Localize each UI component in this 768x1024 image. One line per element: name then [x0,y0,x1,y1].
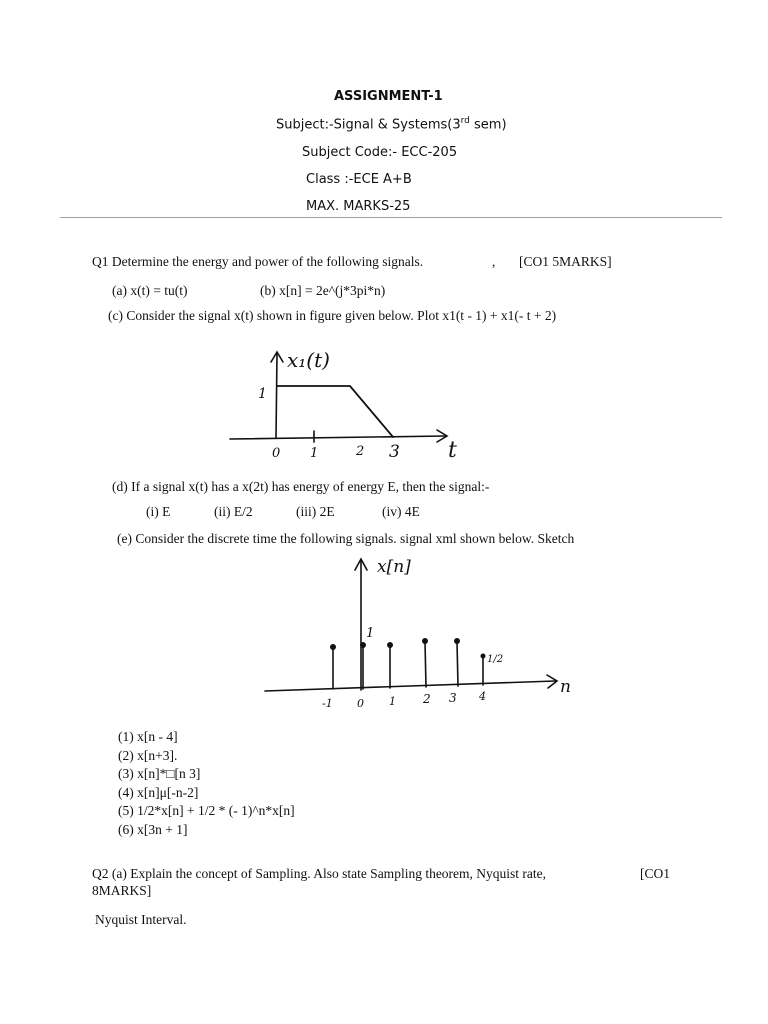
fig2-stem-2 [425,642,426,687]
fig2-dot-1 [387,642,393,648]
q1-e-item-3: (3) x[n]*□[n 3] [118,766,201,781]
fig2-dot-4 [481,654,486,659]
q1-e-item-2: (2) x[n+3]. [118,747,178,763]
fig2-x-axis [265,681,555,691]
fig2-x-tick-0: 0 [357,697,364,710]
fig2-x-tick-2: 2 [423,692,431,706]
fig2-stem-label-half: 1/2 [487,654,504,665]
q2-line1: Q2 (a) Explain the concept of Sampling. Also state Sampling theorem, Nyquist rate, [92,866,547,881]
assignment-title: ASSIGNMENT-1 [334,89,443,104]
q1-part-b: (b) x[n] = 2e^(j*3pi*n) [260,283,386,298]
fig2-x-tick-minus1: -1 [322,697,333,710]
fig2-x-label: n [560,677,571,697]
fig2-dot-2 [422,638,428,644]
q1-part-d: (d) If a signal x(t) has a x(2t) has energy of energy E, then the signal:- [112,479,490,494]
fig1-x-label: t [448,438,457,463]
q1-part-c: (c) Consider the signal x(t) shown in figure given below. Plot x1(t - 1) + x1(- t + 2) [108,308,557,323]
q1-part-a: (a) x(t) = tu(t) [112,283,188,298]
class-line: Class :-ECE A+B [306,172,412,187]
q1-e-item-1: (1) x[n - 4] [118,729,178,744]
q1-stem: Q1 Determine the energy and power of the following signals. [92,254,424,269]
fig2-y-label: x[n] [377,557,411,577]
fig2-x-tick-1: 1 [389,695,396,708]
fig2-dot-minus1 [330,644,336,650]
fig2-x-tick-3: 3 [449,691,457,705]
fig1-x-tick-0: 0 [272,446,281,461]
fig1-x-tick-3: 3 [389,442,400,462]
fig1-x-tick-1: 1 [310,446,319,461]
q2-line2: Nyquist Interval. [95,912,187,927]
q1-marks: [CO1 5MARKS] [519,254,612,269]
max-marks: MAX. MARKS-25 [306,199,411,214]
q1-d-option-1: (i) E [146,504,171,519]
fig2-dot-3 [454,638,460,644]
q1-d-option-3: (iii) 2E [296,504,335,519]
fig1-y-tick-1: 1 [258,386,267,402]
fig2-stem-label-1: 1 [366,626,375,641]
subject-code: Subject Code:- ECC-205 [302,145,458,160]
q2-marks-part2: 8MARKS] [92,883,152,898]
q1-e-item-6: (6) x[3n + 1] [118,821,188,837]
subject-prefix: Subject:-Signal & Systems(3 [276,117,461,133]
q1-part-e: (e) Consider the discrete time the following signals. signal xml shown below. Sketch [117,531,575,546]
q1-e-item-4: (4) x[n]μ[-n-2] [118,784,199,800]
fig2-dot-0 [360,642,366,648]
fig1-y-label: x₁(t) [287,348,330,372]
subject-superscript: rd [460,116,470,126]
q1-e-item-5: (5) 1/2*x[n] + 1/2 * (- 1)^n*x[n] [118,803,295,818]
fig1-x-tick-2: 2 [356,444,365,459]
subject-suffix: sem) [469,117,507,133]
q1-e-list [118,728,295,839]
fig2-x-tick-4: 4 [479,690,486,703]
q1-comma: , [492,254,496,269]
q1-d-option-4: (iv) 4E [382,504,420,519]
q2-marks-part1: [CO1 [640,866,670,881]
q1-d-option-2: (ii) E/2 [214,504,253,519]
fig2-stem-3 [457,642,458,686]
